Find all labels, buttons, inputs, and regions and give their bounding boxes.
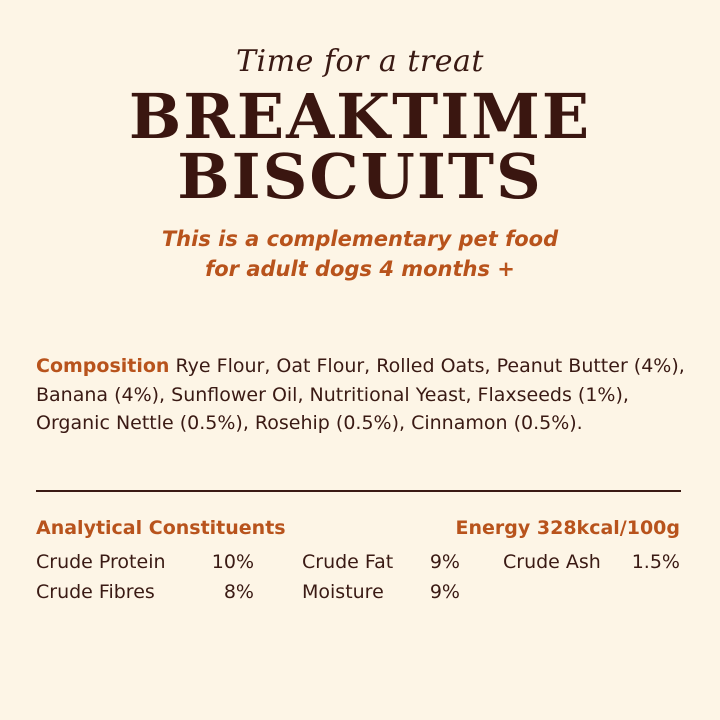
constituent-name: Moisture — [302, 581, 384, 603]
constituent-value: 8% — [223, 581, 254, 603]
constituent-name: Crude Protein — [36, 551, 166, 573]
product-title-line-1: BREAKTIME — [128, 80, 592, 153]
constituent-value: 1.5% — [631, 551, 680, 573]
composition-block — [36, 352, 686, 438]
energy-value: Energy 328kcal/100g — [455, 517, 680, 539]
composition-label: Composition — [36, 355, 170, 377]
composition-text: Rye Flour, Oat Flour, Rolled Oats, Peanut Butter (4%), Banana (4%), Sunflower Oil, Nutritional Yeast, Flaxseeds (1%), Organic Nettle (0.5%), Rosehip (0.5%), Cinnamon (0.5%). — [36, 355, 685, 434]
analytical-heading: Analytical Constituents — [36, 517, 286, 539]
constituent-name: Crude Fat — [302, 551, 394, 573]
constituent-value: 9% — [429, 551, 460, 573]
section-divider — [36, 490, 681, 492]
product-title-line-2: BISCUITS — [177, 140, 543, 213]
constituent-value: 9% — [429, 581, 460, 603]
constituent-name: Crude Fibres — [36, 581, 155, 603]
subtitle-line-2: for adult dogs 4 months + — [205, 257, 515, 281]
product-subtitle — [0, 224, 720, 284]
subtitle-line-1: This is a complementary pet food — [161, 227, 559, 251]
constituent-name: Crude Ash — [503, 551, 601, 573]
tagline: Time for a treat — [236, 44, 484, 79]
constituent-value: 10% — [211, 551, 254, 573]
